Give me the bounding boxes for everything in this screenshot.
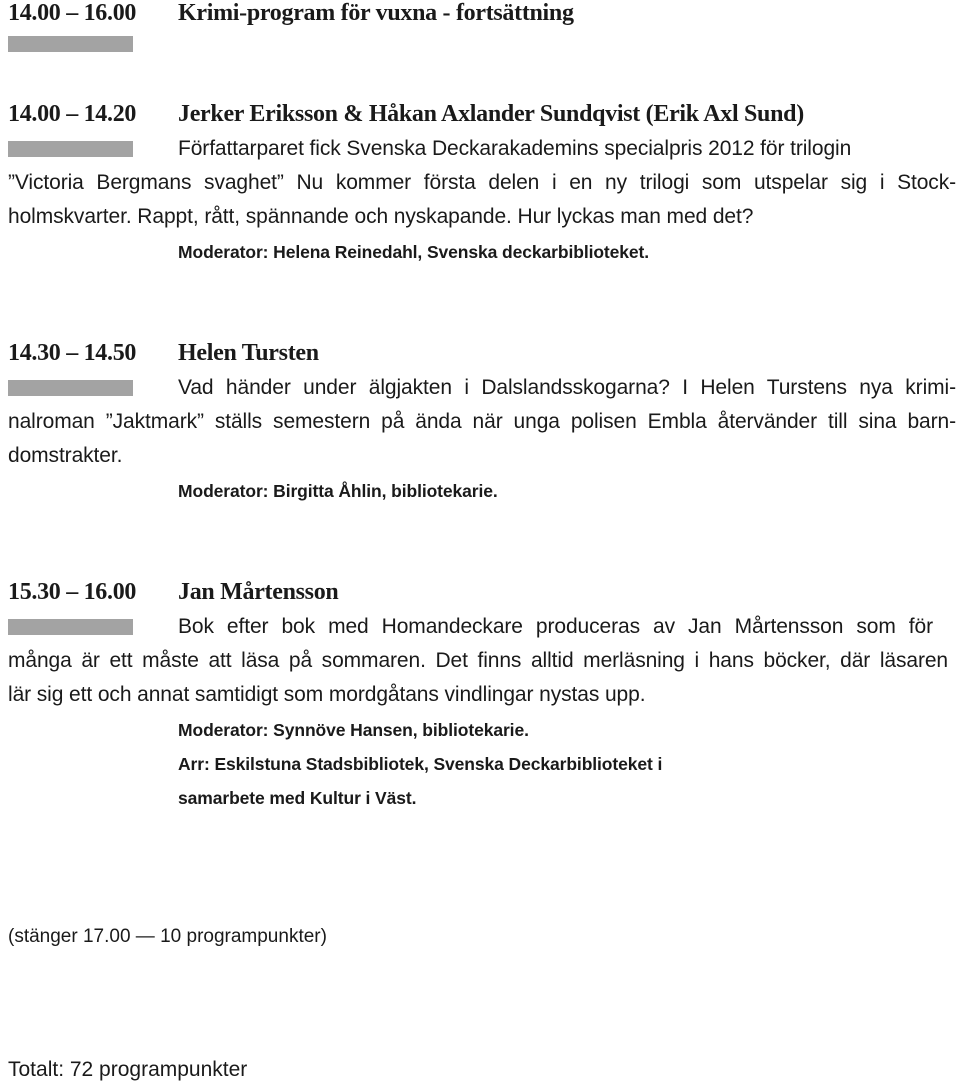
- session-time: 14.00 – 16.00: [8, 0, 137, 26]
- event-time: 14.30 – 14.50: [8, 340, 137, 366]
- time-bar: [8, 36, 133, 52]
- event-title: Jerker Eriksson & Håkan Axlander Sundqvist (Erik Axl Sund): [178, 101, 804, 127]
- event-moderator: Moderator: Birgitta Åhlin, bibliotekarie.: [178, 481, 498, 501]
- time-bar: [8, 380, 133, 396]
- event-arranger-line: Arr: Eskilstuna Stadsbibliotek, Svenska Deckarbiblioteket i: [178, 754, 663, 774]
- event-arranger-line: samarbete med Kultur i Väst.: [178, 788, 417, 808]
- event-title: Jan Mårtensson: [178, 579, 339, 605]
- time-bar: [8, 619, 133, 635]
- event-title: Helen Tursten: [178, 340, 319, 366]
- event-description-line: Författarparet fick Svenska Deckarakademins specialpris 2012 för trilogin: [178, 137, 852, 160]
- session-title: Krimi-program för vuxna - fortsättning: [178, 0, 574, 26]
- event-description-line: holmskvarter. Rappt, rått, spännande och nyskapande. Hur lyckas man med det?: [8, 205, 754, 228]
- event-time: 15.30 – 16.00: [8, 579, 137, 605]
- event-description-line: nalroman ”Jaktmark” ställs semestern på ända när unga polisen Embla återvänder till sina barn-: [8, 410, 956, 433]
- event-moderator: Moderator: Helena Reinedahl, Svenska deckarbiblioteket.: [178, 242, 650, 262]
- event-description-line: ”Victoria Bergmans svaghet” Nu kommer första delen i en ny trilogi som utspelar sig i Stock-: [8, 171, 956, 194]
- event-description-line: lär sig ett och annat samtidigt som mordgåtans vindlingar nystas upp.: [8, 683, 646, 706]
- event-moderator: Moderator: Synnöve Hansen, bibliotekarie.: [178, 720, 529, 740]
- closing-note: (stänger 17.00 — 10 programpunkter): [8, 926, 327, 947]
- event-description-line: Bok efter bok med Homandeckare produceras av Jan Mårtensson som för: [178, 615, 933, 638]
- time-bar: [8, 141, 133, 157]
- event-description-line: många är ett måste att läsa på sommaren. Det finns alltid merläsning i hans böcker, där läsaren: [8, 649, 948, 672]
- event-time: 14.00 – 14.20: [8, 101, 137, 127]
- total-count: Totalt: 72 programpunkter: [8, 1058, 248, 1081]
- event-description-line: domstrakter.: [8, 444, 123, 467]
- event-description-line: Vad händer under älgjakten i Dalslandsskogarna? I Helen Turstens nya krimi-: [178, 376, 956, 399]
